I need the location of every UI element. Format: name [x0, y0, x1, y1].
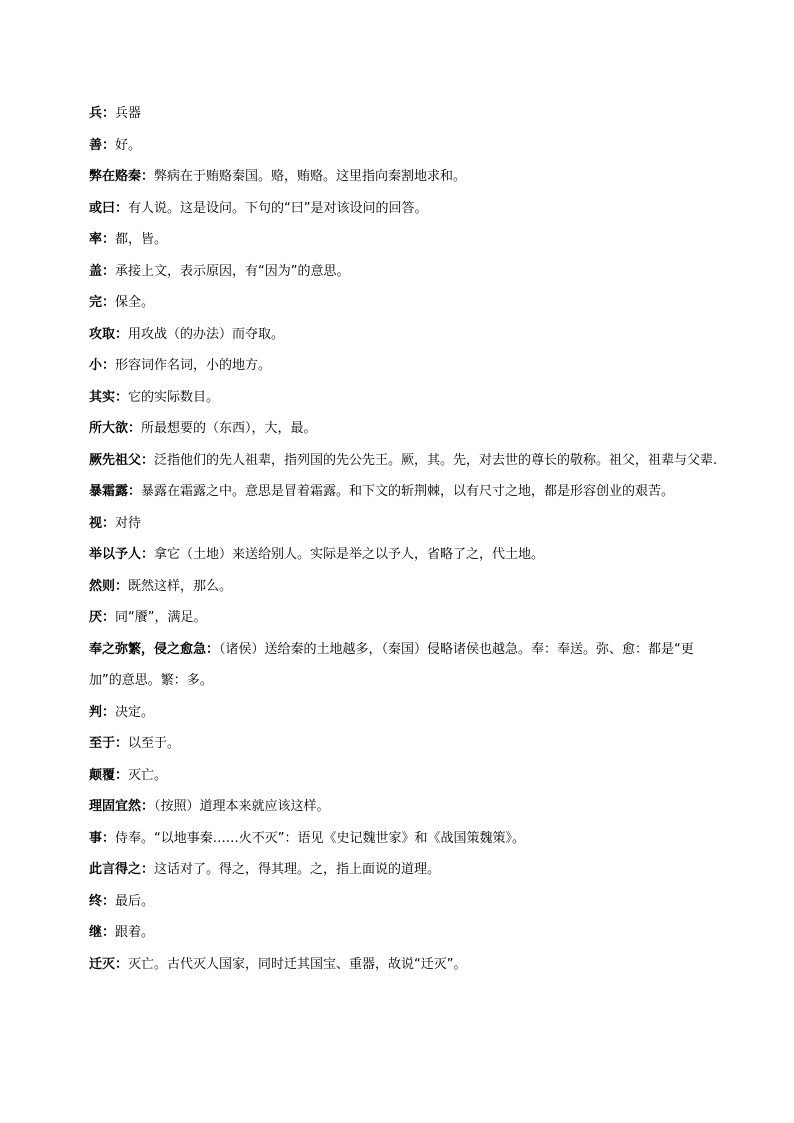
note-definition: 拿它（土地）来送给别人。实际是举之以予人，省略了之，代土地。	[154, 547, 545, 562]
note-term: 所大欲：	[89, 421, 142, 436]
note-term: 事：	[89, 830, 116, 846]
note-term: 厥先祖父：	[89, 452, 155, 468]
note-entry	[89, 854, 719, 886]
note-term: 弊在赂秦：	[89, 169, 155, 184]
note-entry	[89, 760, 719, 792]
note-entry	[89, 539, 719, 571]
note-entry	[89, 949, 719, 981]
note-entry	[89, 445, 719, 477]
note-term: 颠覆：	[89, 767, 129, 783]
note-definition: 保全。	[115, 295, 155, 310]
note-entry	[89, 382, 719, 414]
note-entry	[89, 287, 719, 319]
note-term: 善：	[89, 137, 116, 153]
note-term: 举以予人：	[89, 547, 155, 562]
note-entry	[89, 728, 719, 760]
annotation-list	[89, 98, 719, 980]
note-term: 然则：	[89, 578, 129, 594]
note-term: 或曰：	[89, 200, 129, 216]
note-definition: 它的实际数目。	[128, 389, 220, 405]
note-entry	[89, 886, 719, 918]
note-term: 理固宜然：	[89, 799, 155, 814]
note-entry	[89, 602, 719, 634]
note-entry	[89, 791, 719, 823]
note-entry	[89, 508, 719, 540]
note-term: 继：	[89, 925, 116, 940]
note-term: 至于：	[89, 736, 129, 751]
note-definition: 好。	[115, 137, 142, 153]
note-definition: 侍奉。“以地事秦……火不灭”：语见《史记魏世家》和《战国策魏策》。	[115, 830, 525, 846]
note-definition: 灭亡。	[128, 767, 168, 783]
note-term: 盖：	[89, 263, 116, 279]
note-definition: 跟着。	[115, 925, 155, 940]
note-entry	[89, 476, 719, 508]
note-entry	[89, 823, 719, 855]
note-entry	[89, 697, 719, 729]
note-term: 其实：	[89, 389, 129, 405]
note-definition: （诸侯）送给秦的土地越多，（秦国）侵略诸侯也越急。奉：奉送。弥、愈：都是“更加”的意思。繁：多。	[89, 641, 694, 688]
note-definition: 承接上文，表示原因，有“因为”的意思。	[115, 263, 350, 279]
note-term: 此言得之：	[89, 862, 155, 877]
note-definition: 既然这样，那么。	[128, 578, 233, 594]
note-definition: 这话对了。得之，得其理。之，指上面说的道理。	[154, 862, 441, 877]
note-definition: 弊病在于贿赂秦国。赂，贿赂。这里指向秦割地求和。	[154, 169, 467, 184]
note-term: 迁灭：	[89, 956, 129, 972]
note-entry	[89, 98, 719, 130]
note-term: 视：	[89, 515, 116, 531]
note-definition: 对待	[115, 515, 142, 531]
note-entry	[89, 319, 719, 351]
note-entry	[89, 917, 719, 949]
note-definition: 灭亡。古代灭人国家，同时迁其国宝、重器，故说“迁灭”。	[128, 956, 467, 972]
note-definition: 同“餍”，满足。	[115, 610, 207, 625]
note-term: 率：	[89, 232, 116, 247]
note-term: 兵：	[89, 106, 116, 121]
note-definition: 所最想要的（东西），大，最。	[141, 421, 317, 436]
note-term: 厌：	[89, 610, 116, 625]
note-definition: 有人说。这是设问。下句的“曰”是对该设问的回答。	[128, 200, 428, 216]
note-entry	[89, 193, 719, 225]
note-term: 判：	[89, 704, 116, 720]
note-definition: 决定。	[115, 704, 155, 720]
note-term: 暴霜露：	[89, 484, 142, 499]
note-entry	[89, 161, 719, 193]
note-entry	[89, 350, 719, 382]
note-entry	[89, 634, 719, 697]
note-definition: （按照）道理本来就应该这样。	[154, 799, 330, 814]
note-term: 攻取：	[89, 326, 129, 342]
note-definition: 暴露在霜露之中。意思是冒着霜露。和下文的斩荆棘，以有尺寸之地，都是形容创业的艰苦。	[141, 484, 675, 499]
note-term: 小：	[89, 358, 116, 373]
note-entry	[89, 256, 719, 288]
note-definition: 以至于。	[128, 736, 181, 751]
note-term: 奉之弥繁，侵之愈急：	[89, 641, 220, 657]
note-term: 完：	[89, 295, 116, 310]
note-entry	[89, 224, 719, 256]
note-definition: 用攻战（的办法）而夺取。	[128, 326, 285, 342]
note-definition: 泛指他们的先人祖辈，指列国的先公先王。厥，其。先，对去世的尊长的敬称。祖父，祖辈与父辈.	[154, 452, 718, 468]
note-entry	[89, 130, 719, 162]
note-definition: 都，皆。	[115, 232, 168, 247]
note-definition: 最后。	[115, 893, 155, 909]
note-entry	[89, 571, 719, 603]
note-entry	[89, 413, 719, 445]
note-term: 终：	[89, 893, 116, 909]
note-definition: 形容词作名词，小的地方。	[115, 358, 272, 373]
note-definition: 兵器	[115, 106, 142, 121]
